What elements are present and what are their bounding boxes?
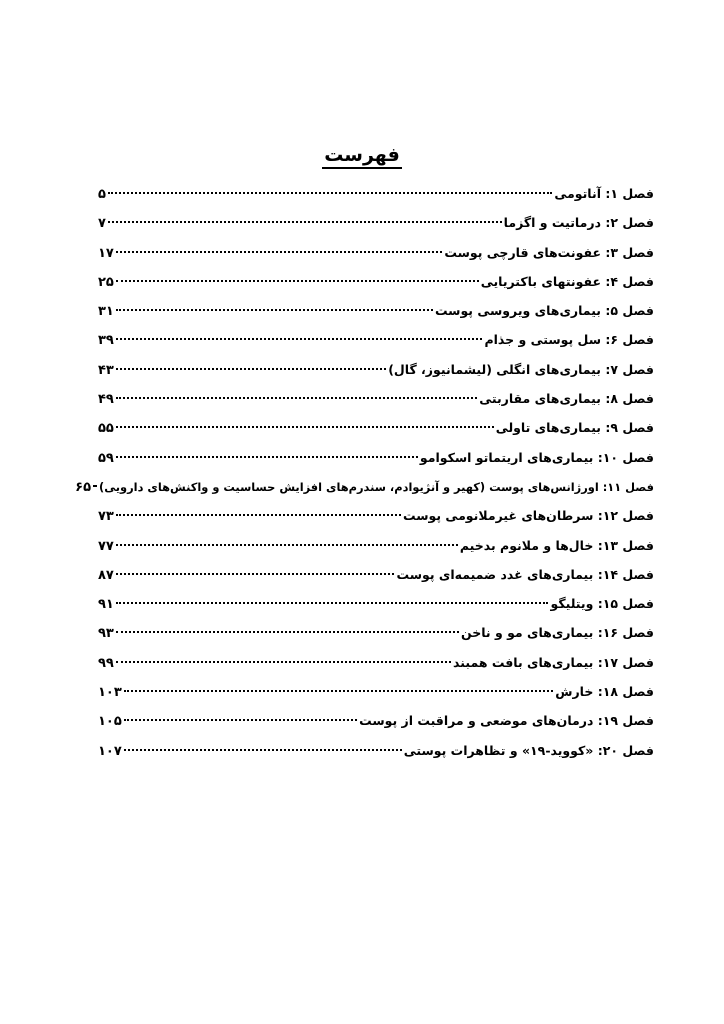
toc-entry — [98, 711, 654, 740]
toc-heading-text: فهرست — [322, 144, 402, 169]
toc-entry-page: ۳۱ — [98, 304, 114, 320]
toc-entry — [98, 448, 654, 477]
toc-entry — [98, 506, 654, 535]
toc-entry-title: فصل ۶: سل پوستی و جذام — [484, 332, 654, 348]
toc-entry — [98, 418, 654, 447]
toc-entry-page: ۹۱ — [98, 597, 114, 613]
toc-entry — [98, 330, 654, 359]
toc-entry-page: ۷ — [98, 216, 106, 232]
toc-entry-title: فصل ۱۹: درمان‌های موضعی و مراقبت از پوست — [359, 713, 654, 729]
toc-entry-title: فصل ۱: آناتومی — [554, 186, 654, 201]
toc-entry-title: فصل ۹: بیماری‌های تاولی — [495, 420, 654, 436]
toc-entry-page: ۱۰۵ — [98, 714, 122, 730]
toc-entry-page: ۵ — [98, 187, 106, 202]
toc-entry — [98, 741, 654, 770]
toc-entry-page: ۶۵ — [75, 479, 92, 495]
toc-entry-page: ۴۹ — [98, 392, 114, 408]
toc-entry — [98, 360, 654, 389]
toc-entry-title: فصل ۱۶: بیماری‌های مو و ناخن — [460, 625, 654, 641]
toc-entry — [98, 594, 654, 623]
toc-entry — [98, 536, 654, 565]
dot-leader — [108, 192, 552, 194]
dot-leader — [116, 280, 479, 282]
toc-entry-page: ۹۳ — [98, 626, 114, 642]
toc-entry-title: فصل ۲: درماتیت و اگزما — [503, 215, 654, 231]
dot-leader — [124, 690, 553, 692]
toc-entry-page: ۱۰۳ — [98, 685, 122, 701]
dot-leader — [116, 573, 395, 575]
toc-entry-title: فصل ۱۳: خال‌ها و ملانوم بدخیم — [459, 537, 654, 553]
toc-entry-page: ۱۷ — [98, 245, 114, 261]
dot-leader — [124, 719, 357, 721]
toc-entry-title: فصل ۱۰: بیماری‌های اریتماتو اسکوامو — [419, 449, 654, 465]
toc-entry-page: ۷۷ — [98, 538, 114, 554]
toc-entry — [98, 243, 654, 272]
toc-entry-page: ۴۳ — [98, 362, 114, 378]
dot-leader — [93, 485, 97, 487]
dot-leader — [116, 426, 494, 428]
dot-leader — [116, 251, 443, 253]
toc-entry — [98, 213, 654, 242]
dot-leader — [116, 631, 459, 633]
dot-leader — [108, 221, 502, 223]
toc-entry — [98, 389, 654, 418]
toc-entry-title: فصل ۲۰: «کووید-۱۹» و تظاهرات پوستی — [403, 742, 654, 758]
toc-entry-title: فصل ۸: بیماری‌های مقاربتی — [479, 391, 654, 407]
toc-entry-title: فصل ۱۴: بیماری‌های غدد ضمیمه‌ای پوست — [396, 566, 654, 582]
table-of-contents — [75, 184, 654, 770]
toc-entry — [98, 682, 654, 711]
toc-entry — [98, 653, 654, 682]
dot-leader — [116, 368, 386, 370]
dot-leader — [116, 514, 401, 516]
toc-entry-title: فصل ۱۷: بیماری‌های بافت همبند — [453, 654, 654, 670]
dot-leader — [116, 602, 549, 604]
dot-leader — [116, 456, 418, 458]
dot-leader — [116, 309, 433, 311]
toc-entry-title: فصل ۷: بیماری‌های انگلی (لیشمانیوز، گال) — [388, 361, 654, 377]
dot-leader — [116, 544, 458, 546]
dot-leader — [116, 661, 451, 663]
toc-entry-page: ۷۳ — [98, 509, 114, 525]
toc-entry — [98, 301, 654, 330]
toc-entry — [98, 184, 654, 213]
dot-leader — [116, 338, 483, 340]
toc-entry-title: فصل ۱۸: خارش — [555, 684, 654, 700]
toc-entry-page: ۲۵ — [98, 274, 114, 290]
toc-entry-page: ۹۹ — [98, 655, 114, 671]
toc-entry-title: فصل ۱۲: سرطان‌های غیرملانومی پوست — [403, 508, 654, 524]
toc-entry-page: ۵۵ — [98, 421, 114, 437]
toc-entry-title: فصل ۵: بیماری‌های ویروسی پوست — [434, 303, 654, 319]
toc-entry-title: فصل ۴: عفونتهای باکتریایی — [480, 273, 654, 289]
toc-entry-page: ۱۰۷ — [98, 743, 122, 759]
toc-entry — [75, 477, 654, 506]
toc-entry-page: ۵۹ — [98, 450, 114, 466]
toc-heading — [0, 140, 724, 170]
toc-entry-page: ۳۹ — [98, 333, 114, 349]
toc-entry — [98, 623, 654, 652]
toc-entry-title: فصل ۱۵: ویتلیگو — [550, 596, 654, 612]
toc-entry-title: فصل ۳: عفونت‌های قارچی پوست — [444, 244, 654, 260]
toc-entry — [98, 565, 654, 594]
toc-entry — [98, 272, 654, 301]
dot-leader — [124, 749, 402, 751]
dot-leader — [116, 397, 477, 399]
toc-entry-title: فصل ۱۱: اورژانس‌های پوست (کهیر و آنژیوادم، سندرم‌های افزایش حساسیت و واکنش‌های دارویی) — [99, 479, 654, 494]
toc-entry-page: ۸۷ — [98, 567, 114, 583]
